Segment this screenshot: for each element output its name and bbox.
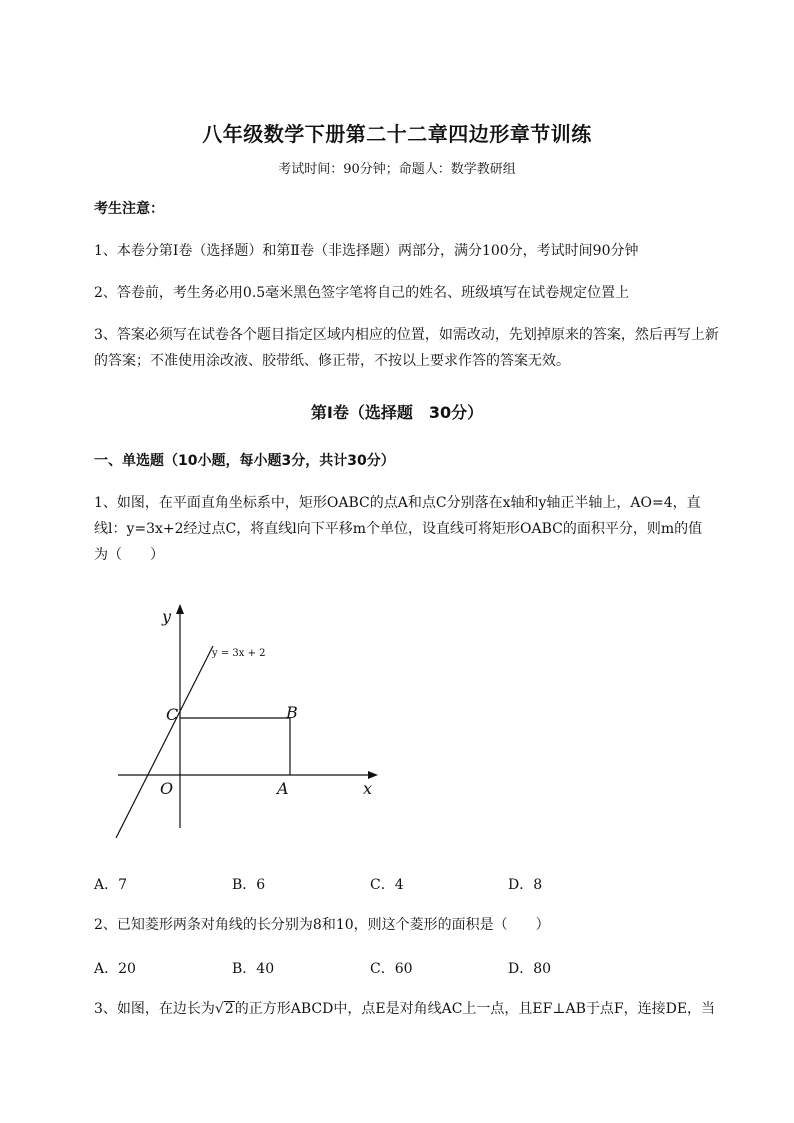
question-3-text (94, 998, 754, 1020)
page-title: 八年级数学下册第二十二章四边形章节训练 (202, 122, 592, 146)
q1-option-b[interactable]: B．6 (232, 877, 266, 893)
notice-item-2: 2、答卷前，考生务必用0.5毫米黑色签字笔将自己的姓名、班级填写在试卷规定位置上 (94, 285, 630, 301)
question-1-line-1: 1、如图，在平面直角坐标系中，矩形OABC的点A和点C分别落在x轴和y轴正半轴上，AO=4，直 (94, 495, 701, 511)
y-axis-label: y (162, 607, 172, 626)
question-3-prefix: 3、如图，在边长为 (94, 1001, 215, 1017)
notice-heading: 考生注意： (94, 201, 164, 217)
section-title: 第Ⅰ卷（选择题 30分） (310, 403, 484, 422)
q1-option-c[interactable]: C．4 (370, 877, 404, 893)
question-2-text: 2、已知菱形两条对角线的长分别为8和10，则这个菱形的面积是（ ） (94, 917, 550, 933)
question-1-line-2: 线l：y=3x+2经过点C，将直线l向下平移m个单位，设直线可将矩形OABC的面积平分，则m的值 (94, 521, 703, 537)
notice-item-3-line-2: 的答案；不准使用涂改液、胶带纸、修正带，不按以上要求作答的答案无效。 (94, 353, 570, 369)
point-c-label: C (166, 705, 179, 724)
q2-option-a[interactable]: A．20 (94, 961, 136, 977)
exam-info: 考试时间：90分钟；命题人：数学教研组 (278, 162, 516, 177)
question-1-line-3: 为（ ） (94, 547, 164, 563)
q2-option-d[interactable]: D．80 (508, 961, 552, 977)
line-l (116, 646, 213, 838)
point-b-label: B (286, 703, 298, 722)
x-axis-arrow-icon (368, 771, 378, 779)
q2-option-c[interactable]: C．60 (370, 961, 413, 977)
point-a-label: A (277, 779, 289, 798)
question-3-suffix: 的正方形ABCD中，点E是对角线AC上一点，且EF⊥AB于点F，连接DE，当 (234, 1001, 716, 1017)
q2-option-b[interactable]: B．40 (232, 961, 275, 977)
line-label: y = 3x + 2 (212, 648, 266, 659)
point-o-label: O (160, 779, 174, 798)
part-heading: 一、单选题（10小题，每小题3分，共计30分） (94, 453, 395, 469)
notice-item-3-line-1: 3、答案必须写在试卷各个题目指定区域内相应的位置，如需改动，先划掉原来的答案，然后再写上新 (94, 327, 719, 343)
x-axis-label: x (363, 779, 373, 798)
sqrt-symbol: √ (214, 1001, 224, 1017)
notice-item-1: 1、本卷分第Ⅰ卷（选择题）和第Ⅱ卷（非选择题）两部分，满分100分，考试时间90分钟 (94, 243, 639, 259)
q1-option-d[interactable]: D．8 (508, 877, 543, 893)
q1-option-a[interactable]: A．7 (94, 877, 128, 893)
question-1-figure (110, 600, 390, 845)
y-axis-arrow-icon (176, 604, 184, 614)
sqrt-radicand: 2 (224, 1001, 234, 1017)
